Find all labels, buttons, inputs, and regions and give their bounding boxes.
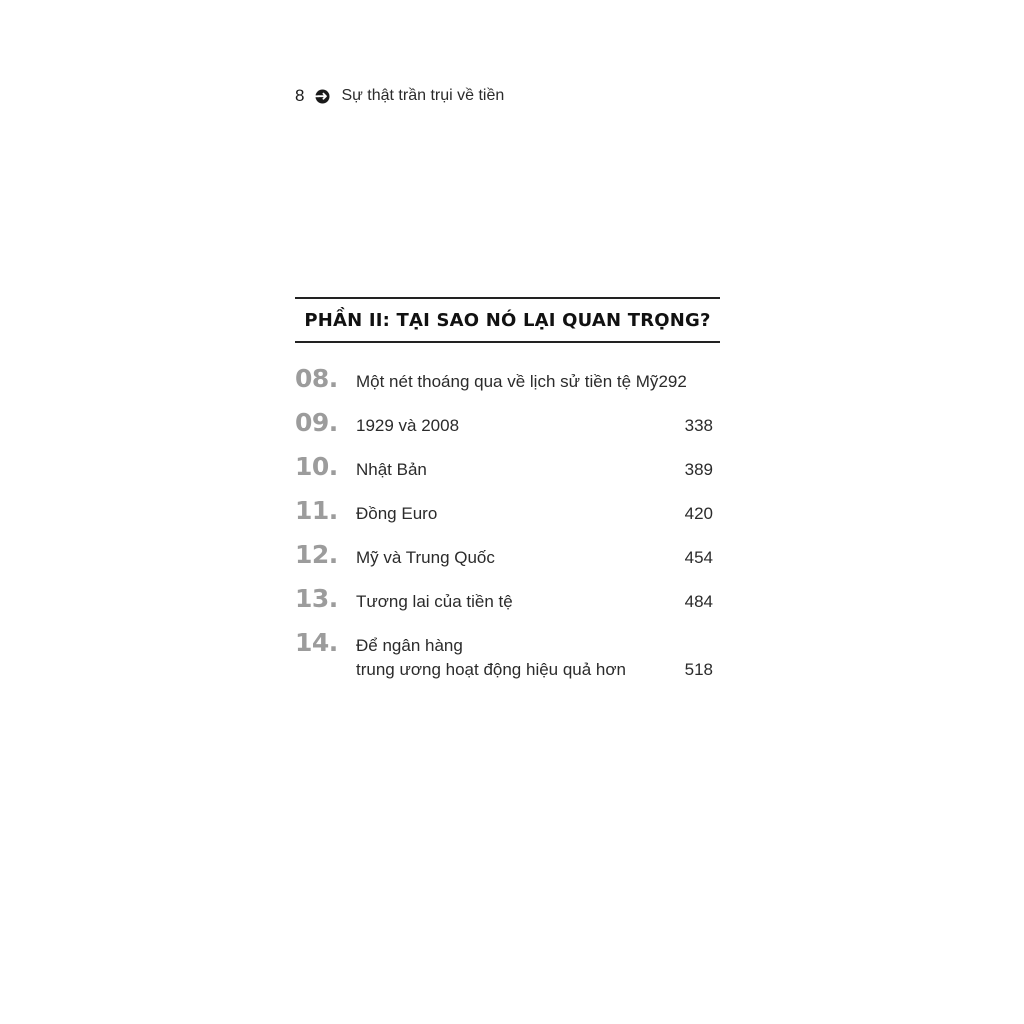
chapter-title: 1929 và 2008 — [356, 416, 460, 435]
chapter-title — [356, 372, 687, 392]
section-title: PHẦN II: TẠI SAO NÓ LẠI QUAN TRỌNG? — [304, 309, 711, 331]
chapter-title-line-1: Để ngân hàng — [356, 636, 463, 655]
chapter-title: Nhật Bản — [356, 460, 427, 479]
chapter-number: 10. — [295, 452, 338, 481]
chapter-number: 08. — [295, 364, 338, 393]
chapter-number: 13. — [295, 584, 338, 613]
circular-arrow-icon — [314, 88, 331, 105]
book-title: Sự thật trần trụi về tiền — [341, 87, 505, 104]
page-number: 8 — [295, 86, 305, 105]
table-of-contents — [295, 362, 720, 686]
chapter-title-text: Một nét thoáng qua về lịch sử tiền tệ Mỹ — [356, 372, 659, 391]
chapter-title-line-2: trung ương hoạt động hiệu quả hơn — [356, 660, 626, 679]
chapter-title: Đồng Euro — [356, 504, 438, 523]
toc-entry[interactable] — [295, 362, 720, 406]
chapter-number: 11. — [295, 496, 338, 525]
chapter-page: 484 — [684, 592, 713, 611]
chapter-page: 420 — [684, 504, 713, 523]
toc-entry[interactable] — [295, 494, 720, 538]
chapter-number: 14. — [295, 628, 338, 657]
chapter-page: 454 — [684, 548, 713, 567]
chapter-title: Mỹ và Trung Quốc — [356, 548, 495, 567]
section-heading-box — [295, 297, 720, 343]
chapter-title: Tương lai của tiền tệ — [356, 592, 513, 611]
running-header — [295, 84, 504, 108]
toc-entry[interactable] — [295, 406, 720, 450]
chapter-number: 12. — [295, 540, 338, 569]
chapter-page: 338 — [684, 416, 713, 435]
toc-entry[interactable] — [295, 582, 720, 626]
toc-entry[interactable] — [295, 538, 720, 582]
chapter-page: 292 — [658, 372, 687, 391]
toc-entry[interactable] — [295, 626, 720, 686]
chapter-page: 518 — [684, 660, 713, 679]
chapter-number: 09. — [295, 408, 338, 437]
chapter-page: 389 — [684, 460, 713, 479]
toc-entry[interactable] — [295, 450, 720, 494]
